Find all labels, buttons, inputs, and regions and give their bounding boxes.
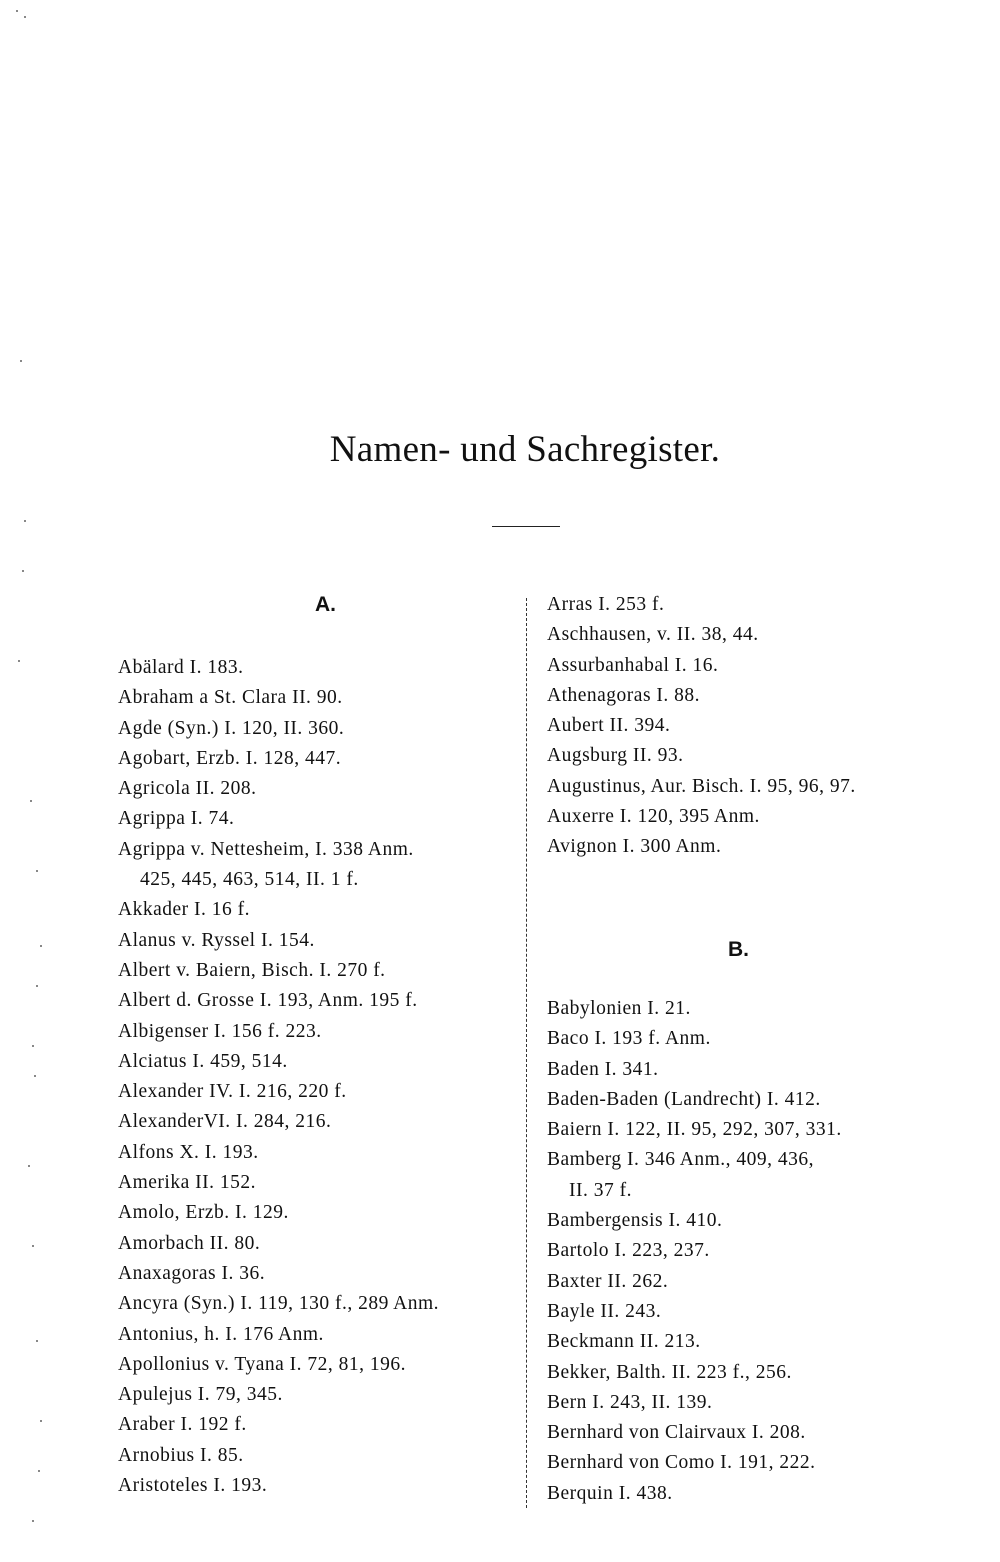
speck (32, 1245, 34, 1247)
index-entry: Auxerre I. 120, 395 Anm. (547, 806, 760, 828)
speck (36, 1340, 38, 1342)
index-entry: Alexander IV. I. 216, 220 f. (118, 1081, 347, 1103)
index-entry: Albert v. Baiern, Bisch. I. 270 f. (118, 959, 386, 981)
page-title: Namen- und Sachregister. (329, 429, 721, 470)
index-entry: Bayle II. 243. (547, 1300, 662, 1322)
index-entry: Augsburg II. 93. (547, 745, 684, 767)
index-entry: Apollonius v. Tyana I. 72, 81, 196. (118, 1353, 407, 1375)
scan-specks (10, 0, 50, 1562)
index-entry: Bernhard von Clairvaux I. 208. (547, 1422, 806, 1444)
speck (16, 10, 18, 12)
speck (36, 870, 38, 872)
speck (36, 985, 38, 987)
index-entry: Bartolo I. 223, 237. (547, 1240, 710, 1262)
index-entry: Baiern I. 122, II. 95, 292, 307, 331. (547, 1119, 842, 1141)
index-entry: Amolo, Erzb. I. 129. (118, 1202, 289, 1224)
index-entry: Agrippa v. Nettesheim, I. 338 Anm. (118, 838, 414, 860)
index-entry: Baden-Baden (Landrecht) I. 412. (547, 1088, 821, 1110)
index-entry: Babylonien I. 21. (547, 998, 691, 1019)
index-entry: Aschhausen, v. II. 38, 44. (547, 624, 759, 646)
speck (34, 1075, 36, 1077)
section-heading-a: A. (315, 593, 336, 616)
index-entry: Baxter II. 262. (547, 1270, 669, 1292)
speck (20, 360, 22, 362)
index-entry: Amorbach II. 80. (118, 1232, 261, 1254)
index-entry: Bern I. 243, II. 139. (547, 1391, 713, 1413)
speck (22, 570, 24, 572)
index-entry: Bamberg I. 346 Anm., 409, 436, (547, 1149, 815, 1171)
index-entry-continuation: II. 37 f. (569, 1179, 632, 1201)
index-entry: Assurbanhabal I. 16. (547, 654, 719, 676)
index-entry: Bambergensis I. 410. (547, 1210, 723, 1232)
index-entry: Augustinus, Aur. Bisch. I. 95, 96, 97. (547, 775, 856, 797)
index-entry: Apulejus I. 79, 345. (118, 1384, 283, 1406)
speck (40, 945, 42, 947)
index-entry: Albigenser I. 156 f. 223. (118, 1020, 322, 1042)
index-entry: Ancyra (Syn.) I. 119, 130 f., 289 Anm. (118, 1293, 440, 1315)
index-entry: Abälard I. 183. (118, 657, 244, 678)
index-entry: Akkader I. 16 f. (118, 899, 250, 921)
index-entry-continuation: 425, 445, 463, 514, II. 1 f. (140, 869, 359, 891)
index-entry: Aubert II. 394. (547, 715, 671, 737)
index-entry: Antonius, h. I. 176 Anm. (118, 1323, 324, 1345)
speck (30, 800, 32, 802)
speck (18, 660, 20, 662)
speck (28, 1165, 30, 1167)
index-entry: Avignon I. 300 Anm. (547, 836, 722, 858)
index-entry: Bekker, Balth. II. 223 f., 256. (547, 1361, 792, 1383)
index-entry: Aristoteles I. 193. (118, 1475, 268, 1497)
speck (40, 1420, 42, 1422)
index-column-right-a (547, 590, 856, 863)
index-entry: Beckmann II. 213. (547, 1331, 701, 1353)
index-entry: Agde (Syn.) I. 120, II. 360. (118, 717, 345, 739)
index-entry: Alfons X. I. 193. (118, 1141, 259, 1163)
index-entry: Alanus v. Ryssel I. 154. (118, 929, 315, 951)
index-entry: Arras I. 253 f. (547, 594, 665, 615)
index-entry: Araber I. 192 f. (118, 1414, 247, 1436)
speck (24, 16, 26, 18)
index-entry: Alciatus I. 459, 514. (118, 1050, 288, 1072)
index-entry: Baco I. 193 f. Anm. (547, 1028, 711, 1050)
index-entry: Baden I. 341. (547, 1058, 659, 1080)
index-entry: Amerika II. 152. (118, 1172, 256, 1194)
section-heading-b: B. (728, 938, 749, 961)
index-entry: Athenagoras I. 88. (547, 684, 701, 706)
index-column-right-b (547, 994, 842, 1509)
index-entry: Arnobius I. 85. (118, 1444, 244, 1466)
index-entry: Albert d. Grosse I. 193, Anm. 195 f. (118, 990, 418, 1012)
index-entry: Agrippa I. 74. (118, 808, 235, 830)
speck (24, 520, 26, 522)
column-divider (526, 598, 527, 1508)
index-entry: AlexanderVI. I. 284, 216. (118, 1111, 332, 1133)
index-entry: Bernhard von Como I. 191, 222. (547, 1452, 816, 1474)
speck (38, 1470, 40, 1472)
speck (32, 1520, 34, 1522)
index-entry: Agricola II. 208. (118, 778, 257, 800)
index-entry: Anaxagoras I. 36. (118, 1262, 266, 1284)
index-entry: Agobart, Erzb. I. 128, 447. (118, 747, 342, 769)
index-entry: Berquin I. 438. (547, 1482, 673, 1504)
title-rule (492, 526, 560, 527)
index-column-left-a (118, 653, 439, 1501)
index-entry: Abraham a St. Clara II. 90. (118, 687, 343, 709)
speck (32, 1045, 34, 1047)
